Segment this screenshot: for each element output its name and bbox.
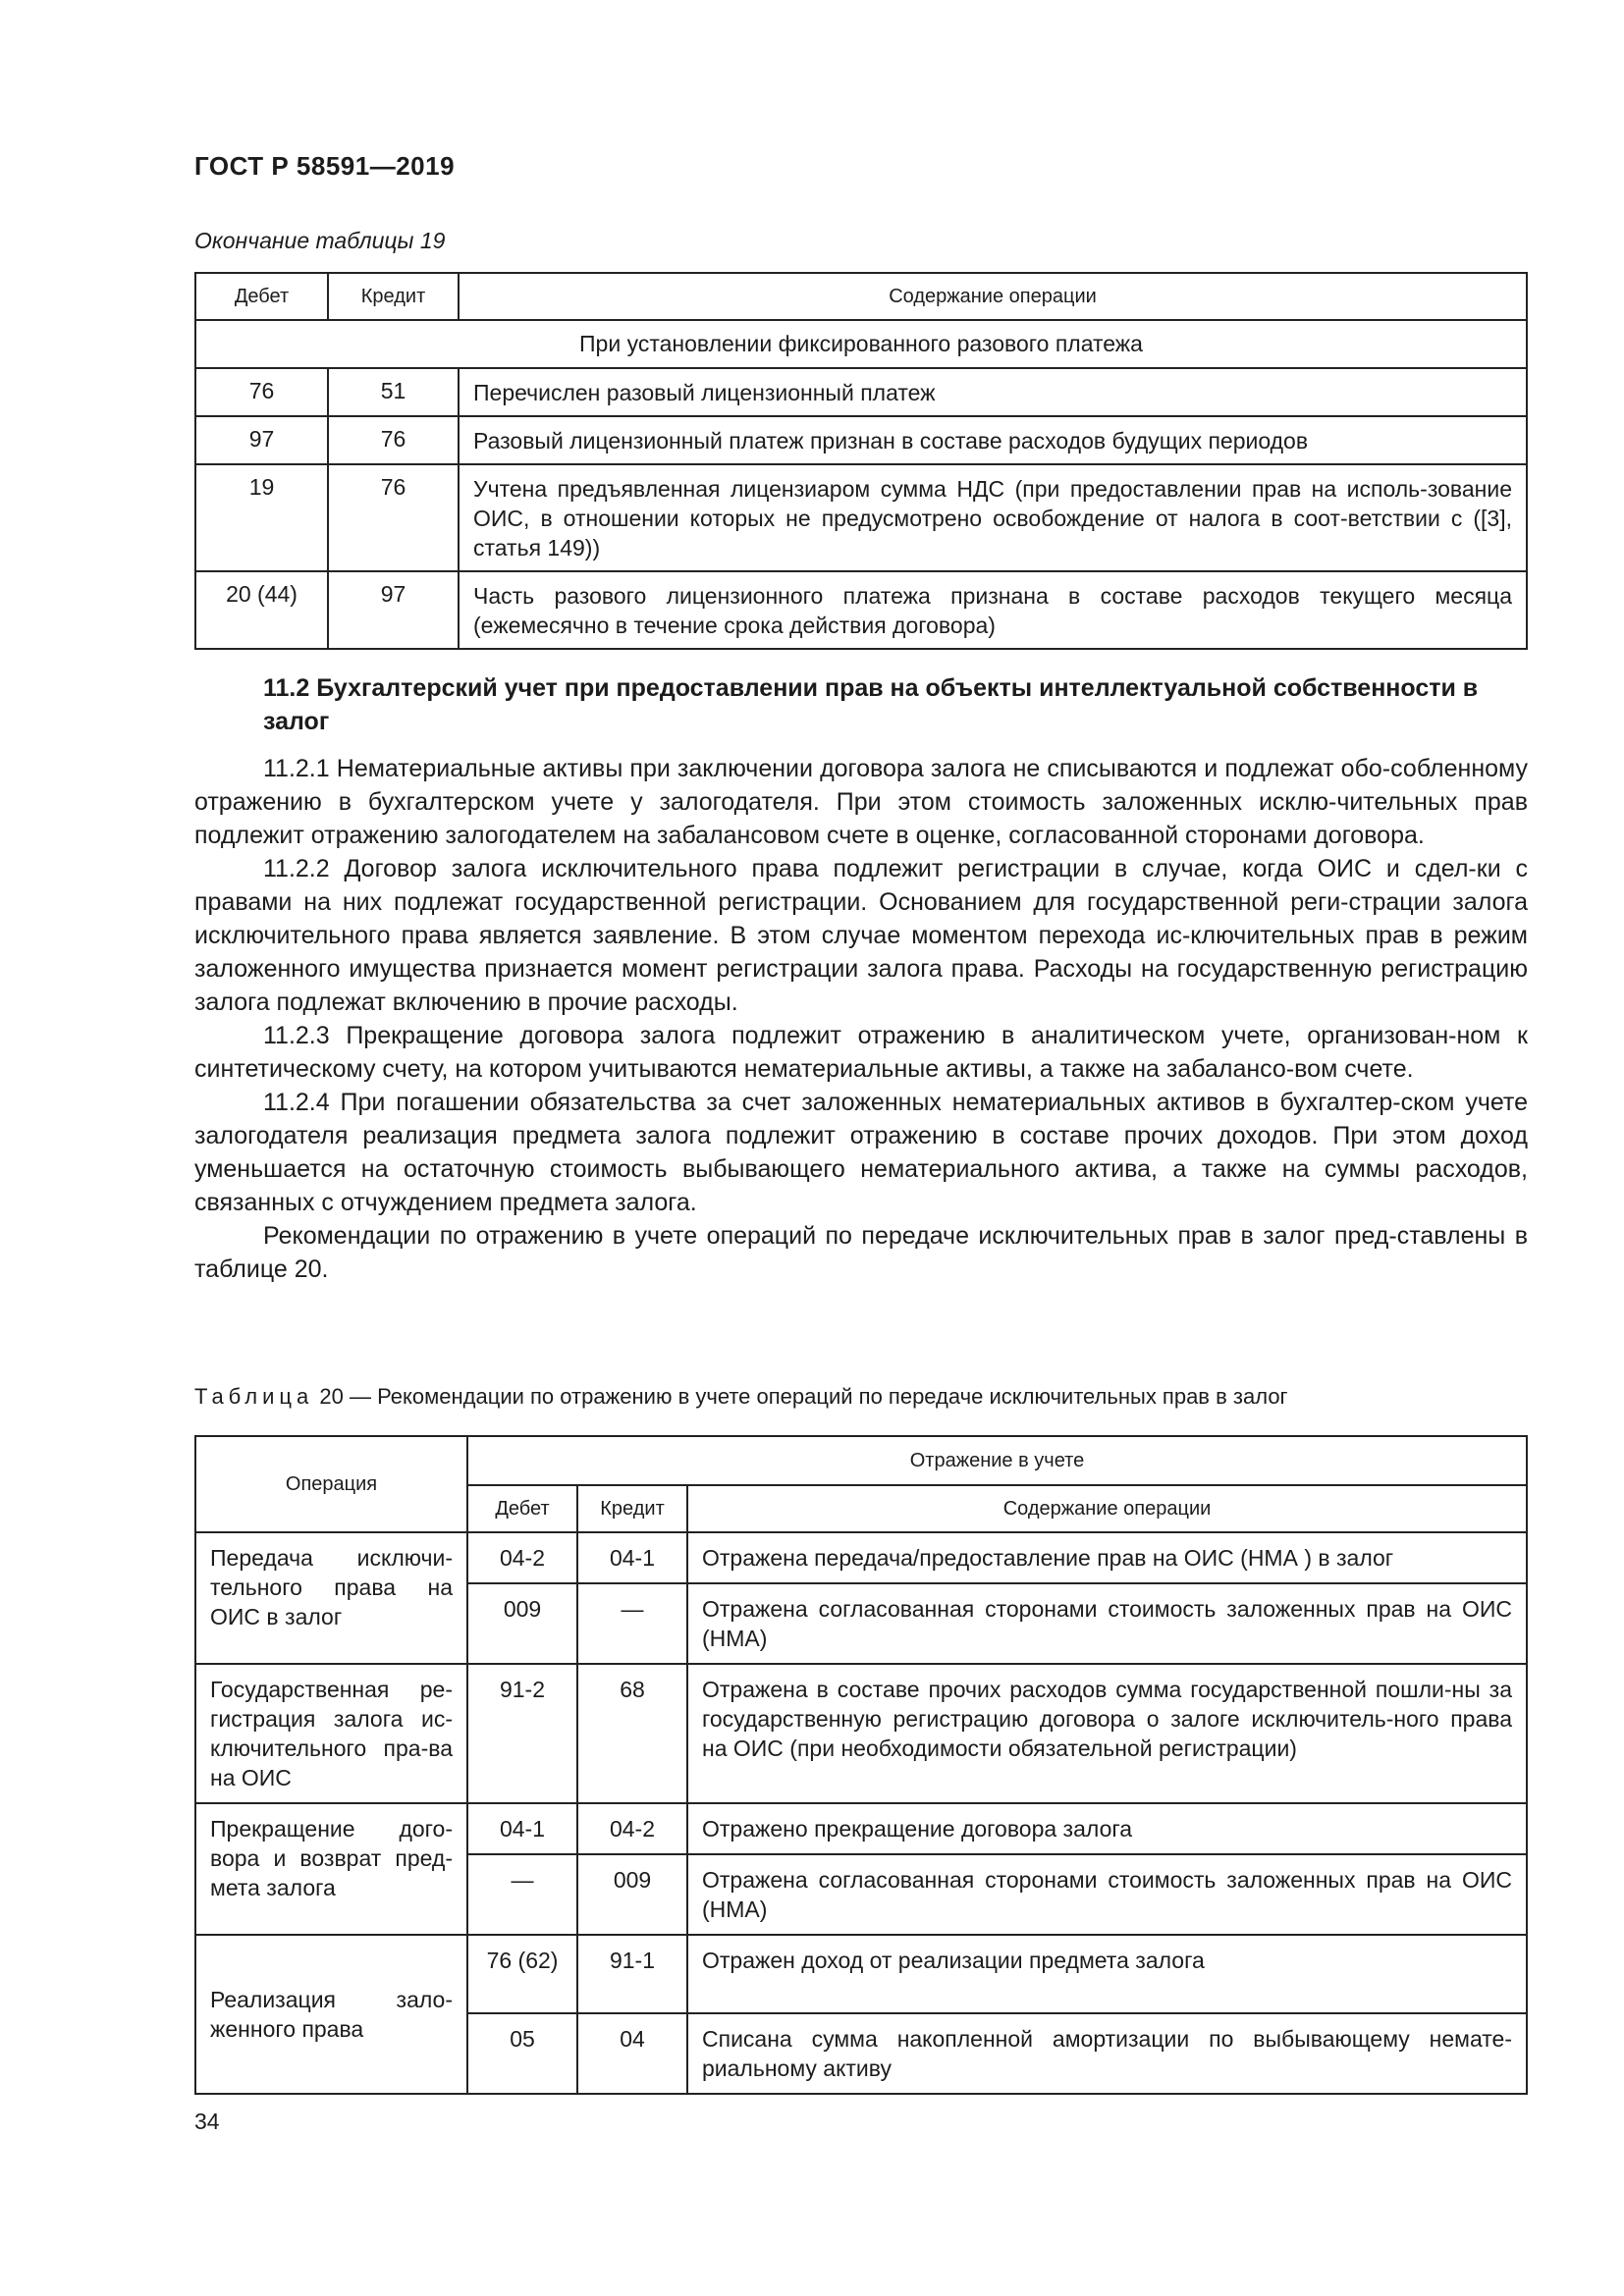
table-row bbox=[195, 1664, 1527, 1803]
table-row bbox=[195, 1803, 1527, 1854]
cell-content: Перечислен разовый лицензионный платеж bbox=[459, 368, 1527, 416]
paragraph: 11.2.2 Договор залога исключительного права подлежит регистрации в случае, когда ОИС и сдел-ки с правами на них подлежат государственной регистрации. Основанием для государственной реги-страции залога исключительного права является заявление. В этом случае моментом перехода ис-ключительных прав в режим заложенного имущества признается момент регистрации залога права. Расходы на государственную регистрацию залога подлежат включению в прочие расходы. bbox=[194, 855, 1528, 1016]
cell-credit: 009 bbox=[577, 1854, 687, 1935]
cell-content: Часть разового лицензионного платежа признана в составе расходов текущего месяца (ежемесячно в течение срока действия договора) bbox=[459, 571, 1527, 649]
paragraph: Рекомендации по отражению в учете операций по передаче исключительных прав в залог пред-ставлены в таблице 20. bbox=[194, 1222, 1528, 1283]
paragraph: 11.2.1 Нематериальные активы при заключении договора залога не списываются и подлежат обо-собленному отражению в бухгалтерском учете у залогодателя. При этом стоимость заложенных исклю-чительных прав подлежит отражению залогодателем на забалансовом счете в оценке, согласованной сторонами договора. bbox=[194, 755, 1528, 849]
table-row bbox=[195, 416, 1527, 464]
cell-credit: 97 bbox=[328, 571, 459, 649]
cell-content: Отражена согласованная сторонами стоимость заложенных прав на ОИС (НМА) bbox=[687, 1583, 1527, 1664]
cell-debit: 009 bbox=[467, 1583, 577, 1664]
table-section-row bbox=[195, 320, 1527, 368]
paragraph: 11.2.4 При погашении обязательства за счет заложенных нематериальных активов в бухгалтер-ском учете залогодателя реализация предмета залога подлежит отражению в составе прочих доходов. При этом доход уменьшается на остаточную стоимость выбывающего нематериального актива, а также на суммы расходов, связанных с отчуждением предмета залога. bbox=[194, 1089, 1528, 1216]
cell-operation: Прекращение дого-вора и возврат пред-мета залога bbox=[195, 1803, 467, 1935]
header-group: Отражение в учете bbox=[467, 1436, 1527, 1485]
cell-debit: 05 bbox=[467, 2013, 577, 2094]
cell-credit: 76 bbox=[328, 464, 459, 571]
cell-credit: 91-1 bbox=[577, 1935, 687, 2013]
section-body bbox=[194, 752, 1528, 1286]
header-operation: Операция bbox=[195, 1436, 467, 1532]
header-credit: Кредит bbox=[328, 273, 459, 320]
cell-debit: 20 (44) bbox=[195, 571, 328, 649]
cell-debit: 76 bbox=[195, 368, 328, 416]
cell-content: Отражено прекращение договора залога bbox=[687, 1803, 1527, 1854]
cell-content: Отражена в составе прочих расходов сумма государственной пошли-ны за государственную регистрацию договора о залоге исключитель-ного права на ОИС (при необходимости обязательной регистрации) bbox=[687, 1664, 1527, 1803]
cell-debit: 04-2 bbox=[467, 1532, 577, 1583]
header-content: Содержание операции bbox=[687, 1485, 1527, 1532]
cell-debit: 19 bbox=[195, 464, 328, 571]
cell-credit: 04-2 bbox=[577, 1803, 687, 1854]
cell-content: Отражена передача/предоставление прав на ОИС (НМА ) в залог bbox=[687, 1532, 1527, 1583]
cell-operation: Передача исключи-тельного права на ОИС в залог bbox=[195, 1532, 467, 1664]
table-row bbox=[195, 571, 1527, 649]
cell-debit: 91-2 bbox=[467, 1664, 577, 1803]
cell-content: Разовый лицензионный платеж признан в составе расходов будущих периодов bbox=[459, 416, 1527, 464]
cell-credit: 04-1 bbox=[577, 1532, 687, 1583]
cell-credit: — bbox=[577, 1583, 687, 1664]
header-debit: Дебет bbox=[195, 273, 328, 320]
cell-credit: 76 bbox=[328, 416, 459, 464]
cell-content: Учтена предъявленная лицензиаром сумма НДС (при предоставлении прав на исполь-зование ОИС, в отношении которых не предусмотрено освобождение от налога в соот-ветствии с ([3], статья 149)) bbox=[459, 464, 1527, 571]
section-heading: 11.2 Бухгалтерский учет при предоставлении прав на объекты интеллектуальной собственности в залог bbox=[263, 674, 1479, 735]
table-19 bbox=[194, 272, 1528, 650]
table-caption-text: 20 — Рекомендации по отражению в учете операций по передаче исключительных прав в залог bbox=[319, 1384, 1288, 1409]
paragraph: 11.2.3 Прекращение договора залога подлежит отражению в аналитическом учете, организован-ном к синтетическому счету, на котором учитываются нематериальные активы, а также на забалансо-вом счете. bbox=[194, 1022, 1528, 1083]
cell-debit: 97 bbox=[195, 416, 328, 464]
cell-credit: 04 bbox=[577, 2013, 687, 2094]
cell-credit: 51 bbox=[328, 368, 459, 416]
table-row bbox=[195, 464, 1527, 571]
cell-content: Отражен доход от реализации предмета залога bbox=[687, 1935, 1527, 2013]
table-header-row bbox=[195, 1436, 1527, 1485]
table-row bbox=[195, 1532, 1527, 1583]
table-caption-prefix: Таблица bbox=[194, 1384, 314, 1409]
table-20-caption bbox=[194, 1384, 1288, 1410]
cell-credit: 68 bbox=[577, 1664, 687, 1803]
header-credit: Кредит bbox=[577, 1485, 687, 1532]
cell-debit: — bbox=[467, 1854, 577, 1935]
cell-operation: Государственная ре-гистрация залога ис-ключительного пра-ва на ОИС bbox=[195, 1664, 467, 1803]
cell-operation: Реализация зало-женного права bbox=[195, 1935, 467, 2094]
page-number: 34 bbox=[194, 2109, 220, 2134]
table-continuation-caption: Окончание таблицы 19 bbox=[194, 228, 446, 253]
cell-debit: 04-1 bbox=[467, 1803, 577, 1854]
cell-content: Отражена согласованная сторонами стоимость заложенных прав на ОИС (НМА) bbox=[687, 1854, 1527, 1935]
table-20 bbox=[194, 1435, 1528, 2095]
section-label: При установлении фиксированного разового платежа bbox=[195, 320, 1527, 368]
header-debit: Дебет bbox=[467, 1485, 577, 1532]
table-row bbox=[195, 1935, 1527, 2013]
document-title: ГОСТ Р 58591—2019 bbox=[194, 151, 456, 181]
table-header-row bbox=[195, 273, 1527, 320]
cell-debit: 76 (62) bbox=[467, 1935, 577, 2013]
table-row bbox=[195, 368, 1527, 416]
cell-content: Списана сумма накопленной амортизации по выбывающему немате-риальному активу bbox=[687, 2013, 1527, 2094]
header-content: Содержание операции bbox=[459, 273, 1527, 320]
